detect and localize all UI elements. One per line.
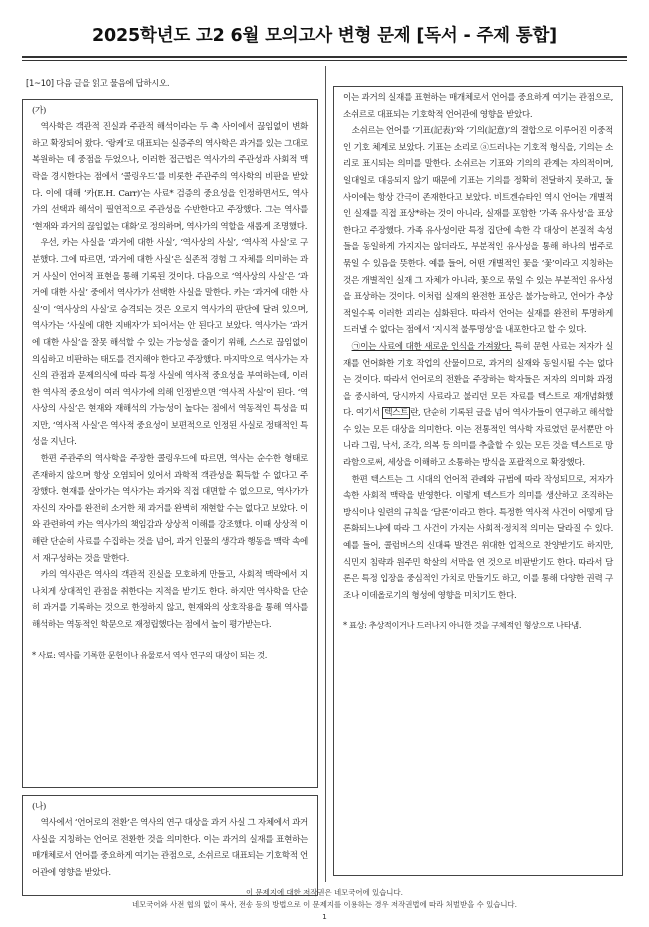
passage-b-paragraph-4: 한편 텍스트는 그 시대의 언어적 관례와 규범에 따라 작성되므로, 저자가 속한 사회적 맥락을 반영한다. 이렇게 텍스트가 의미를 생산하고 조직하는 방식이나 일련의 규칙을 ‘담론’이라고 한다. 특정한 역사적 사건이 어떻게 담론화되느냐에 따라 그 사건이 가지는 사회적·정치적 의미는 달라질 수 있다. 예를 들어, 콜럼버스의 신대륙 발견은 위대한 업적으로 찬양받기도 하지만, 식민지 침략과 원주민 학살의 서막을 연 것으로 비판받기도 한다. 따라서 담론은 특정 입장을 중심적인 가치로 만들기도 하고, 이를 통해 다양한 권력 구조나 이데올로기의 형성에 영향을 미치기도 한다. (343, 474, 613, 601)
right-column (333, 86, 623, 876)
passage-a-paragraph-1: 역사학은 객관적 진실과 주관적 해석이라는 두 축 사이에서 끊임없이 변화하고 확장되어 왔다. ‘랑케’로 대표되는 실증주의 역사학은 과거를 있는 그대로 복원하는 데 중점을 두었으나, 이러한 접근법은 역사가의 주관성과 사회적 맥락을 경시한다는 점에서 ‘콜링우드’를 비롯한 주관주의 역사학의 비판을 받았다. 이에 대해 ‘카(E.H. Carr)’는 사료* 검증의 중요성을 인정하면서도, 역사가의 선택과 해석이 필연적으로 주관성을 수반한다고 주장했다. 그는 역사를 ‘현재와 과거의 끊임없는 대화’로 정의하며, 역사가의 역할을 새롭게 조명했다. (32, 122, 308, 232)
paragraph-3-text-b: 란, 단순히 기록된 글을 넘어 역사가들이 연구하고 해석할 수 있는 모든 대상을 의미한다. 이는 전통적인 역사학 자료였던 문서뿐만 아니라 그림, 낙서, 조각, 의복 등 의미를 추출할 수 있는 모든 것을 텍스트로 망라함으로써, 세상을 이해하고 소통하는 방식을 포괄적으로 확장했다. (343, 408, 613, 469)
passage-b-label: (나) (32, 801, 46, 812)
boxed-word-text: 텍스트 (384, 408, 409, 419)
passage-a-footnote: * 사료: 역사를 기록한 문헌이나 유물로서 역사 연구의 대상이 되는 것. (32, 649, 268, 660)
copyright-line: 이 문제지에 대한 저작권은 네모국어에 있습니다. (246, 888, 403, 897)
underlined-sentence: ㉠이는 사료에 대한 새로운 인식을 가져왔다. (351, 341, 512, 352)
passage-b-paragraph-1-continued: 이는 과거의 실재를 표현하는 매개체로서 언어를 중요하게 여기는 관점으로, 소쉬르로 대표되는 기호학적 언어관에 영향을 받았다. (343, 93, 613, 120)
passage-b-continued-box (333, 86, 623, 876)
passage-b-paragraph-1: 역사에서 ‘언어로의 전환’은 역사의 연구 대상을 과거 사실 그 자체에서 과거 사실을 지칭하는 언어로 전환한 것을 의미한다. 이는 과거의 실재를 표현하는 매개체로서 언어를 중요하게 여기는 관점으로, 소쉬르로 대표되는 기호학적 언어관에 영향을 받았다. (32, 818, 308, 878)
question-instruction: [1~10] 다음 글을 읽고 물음에 답하시오. (26, 78, 170, 88)
exam-title: 2025학년도 고2 6월 모의고사 변형 문제 [독서 - 주제 통합] (92, 26, 557, 46)
passage-b-paragraph-3 (343, 339, 613, 472)
column-divider (325, 66, 326, 882)
page-number: 1 (322, 912, 327, 921)
title-rule-thin (22, 60, 627, 61)
passage-a-box (22, 99, 318, 788)
passage-a-paragraph-3: 한편 주관주의 역사학을 주장한 콜링우드에 따르면, 역사는 순수한 형태로 존재하지 않으며 항상 오염되어 있어서 과학적 객관성을 획득할 수 없다고 주장했다. 현재를 살아가는 역사가는 과거와 직접 대면할 수 없으므로, 역사가가 자신의 자아를 완전히 소거한 채 과거를 완벽히 재현할 수는 없다고 보았다. 이와 관련하여 카는 역사가의 책임감과 상상적 이해를 강조했다. 이때 상상적 이해란 단순히 사료를 수집하는 것을 넘어, 과거 인물의 생각과 행동을 맥락 속에서 재구성하는 것을 말한다. (32, 454, 308, 564)
paragraph-3-text-a: 특히 문헌 사료는 저자가 실재를 언어화한 기호 작업의 산물이므로, 과거의 실재와 동일시될 수는 없다는 것이다. 따라서 언어로의 전환을 주장하는 학자들은 저자의 의미화 과정을 중시하여, 당시까지 사료라고 불리던 모든 자료를 텍스트로 재개념화했다. 여기서 (343, 341, 613, 419)
passage-b-box (22, 795, 318, 896)
passage-b-footnote: * 표상: 추상적이거나 드러나지 아니한 것을 구체적인 형상으로 나타냄. (343, 620, 582, 631)
title-rule-thick (22, 56, 627, 58)
passage-a-label: (가) (32, 105, 46, 116)
left-column (22, 75, 318, 896)
passage-a-paragraph-4: 카의 역사관은 역사의 객관적 진실을 모호하게 만들고, 사회적 맥락에서 지나치게 상대적인 관점을 취한다는 지적을 받기도 한다. 하지만 역사학을 단순히 과거를 기록하는 것으로 한정하지 않고, 현재와의 상호작용을 통해 역사를 해석하는 역동적인 학문으로 재정립했다는 점에서 높이 평가받는다. (32, 570, 308, 630)
passage-b-paragraph-2: 소쉬르는 언어를 ‘기표(記表)’와 ‘기의(記意)’의 결합으로 이루어진 이중적인 기호 체계로 보았다. 기표는 소리로 ⓐ드러나는 기호적 형식을, 기의는 소리로 표시되는 의미를 말한다. 소쉬르는 기표와 기의의 관계는 자의적이며, 일대일로 대응되지 않기 때문에 기표는 기의를 정확히 전달하지 못하고, 둘 사이에는 항상 간극이 존재한다고 보았다. 비트겐슈타인 역시 언어는 개별적인 실재를 직접 표상*하는 것이 아니라, 실재를 포함한 ‘가족 유사성’을 표상한다고 주장했다. 가족 유사성이란 특정 집단에 속한 각 대상이 본질적 속성들을 동일하게 가지지는 않더라도, 부분적인 유사성을 통해 하나의 범주로 묶일 수 있음을 뜻한다. 예를 들어, 어떤 개별적인 꽃을 ‘꽃’이라고 지칭하는 것은 개별적인 실재 그 자체가 아니라, 꽃으로 묶일 수 있는 부분적인 유사성을 표상하는 것이다. 이처럼 실재의 완전한 표상은 불가능하고, 언어가 추상적일수록 이러한 괴리는 심화된다. 따라서 언어는 실재를 완전히 투명하게 드러낼 수 없다는 점에서 ‘지시적 불투명성’을 내포한다고 할 수 있다. (343, 126, 613, 336)
passage-a-paragraph-2: 우선, 카는 사실을 ‘과거에 대한 사실’, ‘역사상의 사실’, ‘역사적 사실’로 구분했다. 그에 따르면, ‘과거에 대한 사실’은 실존적 경험 그 자체를 의미하는 과거 사실이 언어적 표현을 통해 기록된 것이다. 다음으로 ‘역사상의 사실’은 ‘과거에 대한 사실’ 중에서 역사가가 선택한 사실을 말한다. 카는 ‘과거에 대한 사실’이 ‘역사상의 사실’로 승격되는 것은 오로지 역사가의 판단에 달려 있으며, 역사가는 ‘사실에 대한 지배자’가 되어서는 안 된다고 보았다. 역사가는 ‘과거에 대한 사실’을 잘못 해석할 수 있는 가능성을 줄이기 위해, 스스로 끊임없이 의심하고 비판하는 태도를 견지해야 한다고 주장했다. 마지막으로 역사가는 자신의 관점과 문제의식에 따라 특정 사실에 역사적 중요성을 부여하는데, 이러한 역사적 중요성이 여러 역사가에 의해 인정받으면 ‘역사적 사실’이 된다. ‘역사상의 사실’은 현재와 재해석의 가능성이 높다는 점에서 역동적인 특성을 띠지만, ‘역사적 사실’은 역사적 중요성이 보편적으로 인정된 사실로 정태적인 특성을 지닌다. (32, 238, 308, 448)
page-footer (0, 887, 649, 923)
copyright-warning: 네모국어와 사전 협의 없이 복사, 전송 등의 방법으로 이 문제지를 이용하는 경우 저작권법에 따라 처벌받을 수 있습니다. (132, 900, 517, 909)
